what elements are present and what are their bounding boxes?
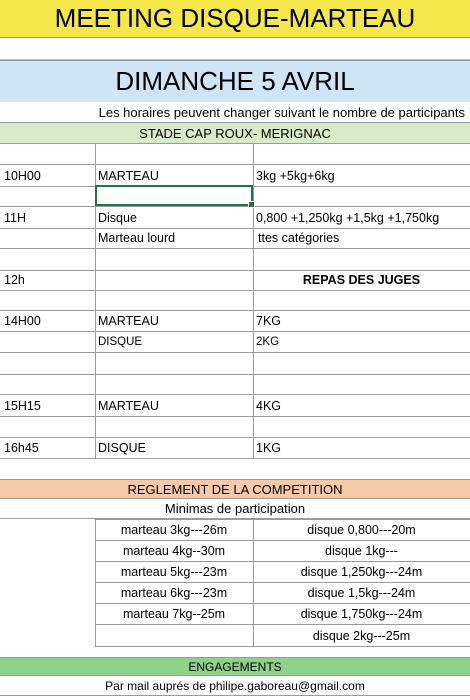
blank-row <box>0 38 470 60</box>
schedule-event: Disque <box>98 210 137 225</box>
entries-heading-text: ENGAGEMENTS <box>188 659 282 674</box>
grid-line <box>0 331 470 332</box>
schedule-weights: 4KG <box>256 398 282 413</box>
schedule-time: 12h <box>4 273 25 287</box>
grid-line <box>95 646 470 647</box>
selection-handle[interactable] <box>248 201 255 208</box>
schedule-weights: 2KG <box>256 335 280 348</box>
grid-line <box>0 352 470 353</box>
rules-subheading <box>0 499 470 519</box>
schedule-event: Marteau lourd <box>98 231 176 245</box>
hammer-minimum: marteau 5kg---23m <box>120 565 228 579</box>
discus-minimum: disque 1,5kg---24m <box>307 586 416 600</box>
title-banner <box>0 0 470 38</box>
title-text: MEETING DISQUE-MARTEAU <box>54 3 416 33</box>
schedule-weights: REPAS DES JUGES <box>302 273 421 287</box>
discus-minimum: disque 1,250kg---24m <box>300 565 423 579</box>
schedule-time: 14H00 <box>4 314 41 328</box>
notice-row <box>0 102 470 122</box>
schedule-weights: ttes catégories <box>258 231 340 245</box>
hammer-minimum: marteau 4kg--30m <box>122 544 226 558</box>
schedule-weights: 0,800 +1,250kg +1,5kg +1,750kg <box>256 210 440 225</box>
schedule-event: MARTEAU <box>98 168 159 183</box>
grid-line <box>0 228 470 229</box>
rules-subheading-text: Minimas de participation <box>164 501 306 516</box>
grid-line <box>0 458 470 459</box>
grid-line <box>253 144 254 458</box>
date-banner <box>0 60 470 102</box>
schedule-weights: 7KG <box>256 314 282 328</box>
grid-line <box>0 310 470 311</box>
grid-line <box>0 394 470 395</box>
entries-text: Par mail auprés de philipe.gaboreau@gmail.com <box>105 678 365 693</box>
schedule-time: 11H <box>4 210 27 225</box>
schedule-time: 16h45 <box>4 440 39 455</box>
discus-minimum: disque 2kg---25m <box>312 628 411 643</box>
discus-minimum: disque 0,800---20m <box>307 523 416 537</box>
venue-banner <box>0 122 470 144</box>
schedule-event: MARTEAU <box>98 314 159 328</box>
grid-line <box>0 416 470 417</box>
hammer-minimum: marteau 6kg---23m <box>120 586 228 600</box>
notice-text: Les horaires peuvent changer suivant le nombre de participants <box>98 104 465 120</box>
discus-minimum: disque 1,750kg---24m <box>300 607 423 621</box>
grid-line <box>0 374 470 375</box>
schedule-weights: 1KG <box>256 440 282 455</box>
rules-heading-text: REGLEMENT DE LA COMPETITION <box>127 481 343 497</box>
entries-heading <box>0 657 470 676</box>
rules-heading <box>0 479 470 499</box>
grid-line <box>0 248 470 249</box>
selected-cell[interactable] <box>95 185 253 206</box>
discus-minimum: disque 1kg--- <box>325 544 398 558</box>
schedule-event: DISQUE <box>98 440 146 455</box>
grid-line <box>0 437 470 438</box>
schedule-time: 10H00 <box>4 168 41 183</box>
hammer-minimum: marteau 7kg--25m <box>122 607 226 621</box>
schedule-event: DISQUE <box>98 335 143 348</box>
date-text: DIMANCHE 5 AVRIL <box>115 66 355 96</box>
entries-row <box>0 676 470 696</box>
grid-line <box>0 290 470 291</box>
schedule-event: MARTEAU <box>98 398 159 413</box>
schedule-time: 15H15 <box>4 398 41 413</box>
schedule-weights: 3kg +5kg+6kg <box>256 168 335 183</box>
venue-text: STADE CAP ROUX- MERIGNAC <box>139 125 331 141</box>
grid-line <box>0 164 470 165</box>
hammer-minimum: marteau 3kg---26m <box>120 523 228 537</box>
